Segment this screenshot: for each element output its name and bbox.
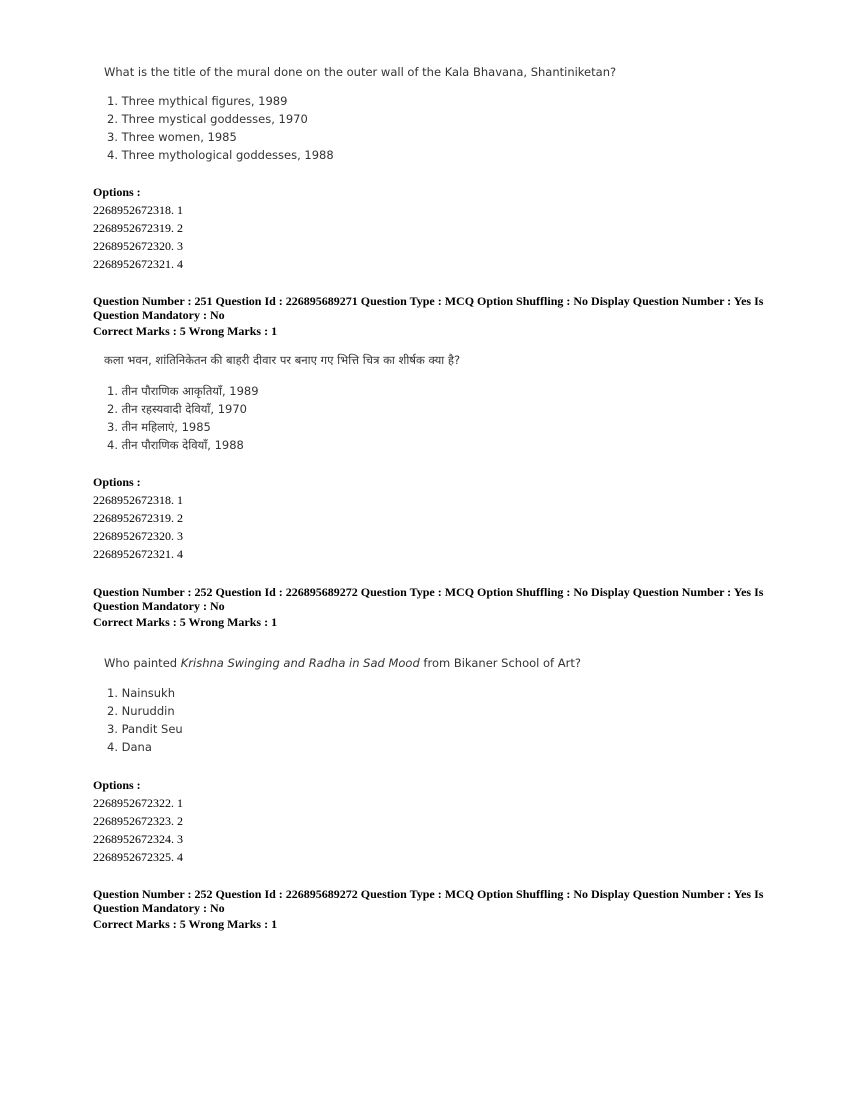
- choice-item: 4. Three mythological goddesses, 1988: [107, 148, 334, 162]
- question-text-prefix: Who painted: [104, 656, 181, 670]
- question-info-line: Question Number : 252 Question Id : 226895689272 Question Type : MCQ Option Shuffling : No Display Question Number : Yes Is: [93, 887, 764, 901]
- option-row: 2268952672318. 1: [93, 203, 183, 217]
- marks-line: Correct Marks : 5 Wrong Marks : 1: [93, 615, 278, 629]
- choice-item: 2. तीन रहस्यवादी देवियाँ, 1970: [107, 402, 247, 416]
- question-metadata: [93, 294, 773, 338]
- option-row: 2268952672319. 2: [93, 221, 183, 235]
- option-row: 2268952672321. 4: [93, 257, 183, 271]
- choice-item: 2. Three mystical goddesses, 1970: [107, 112, 308, 126]
- option-row: 2268952672323. 2: [93, 814, 183, 828]
- options-label: Options :: [93, 778, 141, 792]
- choice-item: 3. Pandit Seu: [107, 722, 183, 736]
- question-text: [104, 656, 581, 670]
- option-row: 2268952672321. 4: [93, 547, 183, 561]
- question-mandatory-line: Question Mandatory : No: [93, 308, 225, 322]
- option-row: 2268952672320. 3: [93, 239, 183, 253]
- option-row: 2268952672318. 1: [93, 493, 183, 507]
- choice-item: 2. Nuruddin: [107, 704, 175, 718]
- choice-item: 3. तीन महिलाएं, 1985: [107, 420, 211, 434]
- question-text-block: [104, 65, 617, 162]
- option-row: 2268952672322. 1: [93, 796, 183, 810]
- option-row: 2268952672324. 3: [93, 832, 183, 846]
- choice-item: 4. Dana: [107, 740, 152, 754]
- question-info-line: Question Number : 252 Question Id : 226895689272 Question Type : MCQ Option Shuffling : No Display Question Number : Yes Is: [93, 585, 764, 599]
- option-row: 2268952672320. 3: [93, 529, 183, 543]
- choice-item: 4. तीन पौराणिक देवियाँ, 1988: [107, 438, 244, 452]
- marks-line: Correct Marks : 5 Wrong Marks : 1: [93, 324, 278, 338]
- option-row: 2268952672319. 2: [93, 511, 183, 525]
- question-text: What is the title of the mural done on the outer wall of the Kala Bhavana, Shantiniketan?: [104, 65, 617, 79]
- question-metadata: [93, 585, 773, 629]
- question-info-line: Question Number : 251 Question Id : 226895689271 Question Type : MCQ Option Shuffling : No Display Question Number : Yes Is: [93, 294, 764, 308]
- options-label: Options :: [93, 185, 141, 199]
- question-text-block: [104, 656, 581, 754]
- question-metadata: [93, 887, 773, 931]
- artwork-title: Krishna Swinging and Radha in Sad Mood: [180, 656, 420, 670]
- choice-item: 1. Three mythical figures, 1989: [107, 94, 288, 108]
- question-mandatory-line: Question Mandatory : No: [93, 599, 225, 613]
- choice-item: 1. तीन पौराणिक आकृतियाँ, 1989: [107, 384, 259, 398]
- question-text: कला भवन, शांतिनिकेतन की बाहरी दीवार पर बनाए गए भित्ति चित्र का शीर्षक क्या है?: [104, 353, 461, 367]
- option-row: 2268952672325. 4: [93, 850, 183, 864]
- choice-item: 3. Three women, 1985: [107, 130, 237, 144]
- question-text-block: [104, 353, 461, 452]
- question-text-suffix: from Bikaner School of Art?: [419, 656, 581, 670]
- options-label: Options :: [93, 475, 141, 489]
- marks-line: Correct Marks : 5 Wrong Marks : 1: [93, 917, 278, 931]
- question-mandatory-line: Question Mandatory : No: [93, 901, 225, 915]
- choice-item: 1. Nainsukh: [107, 686, 175, 700]
